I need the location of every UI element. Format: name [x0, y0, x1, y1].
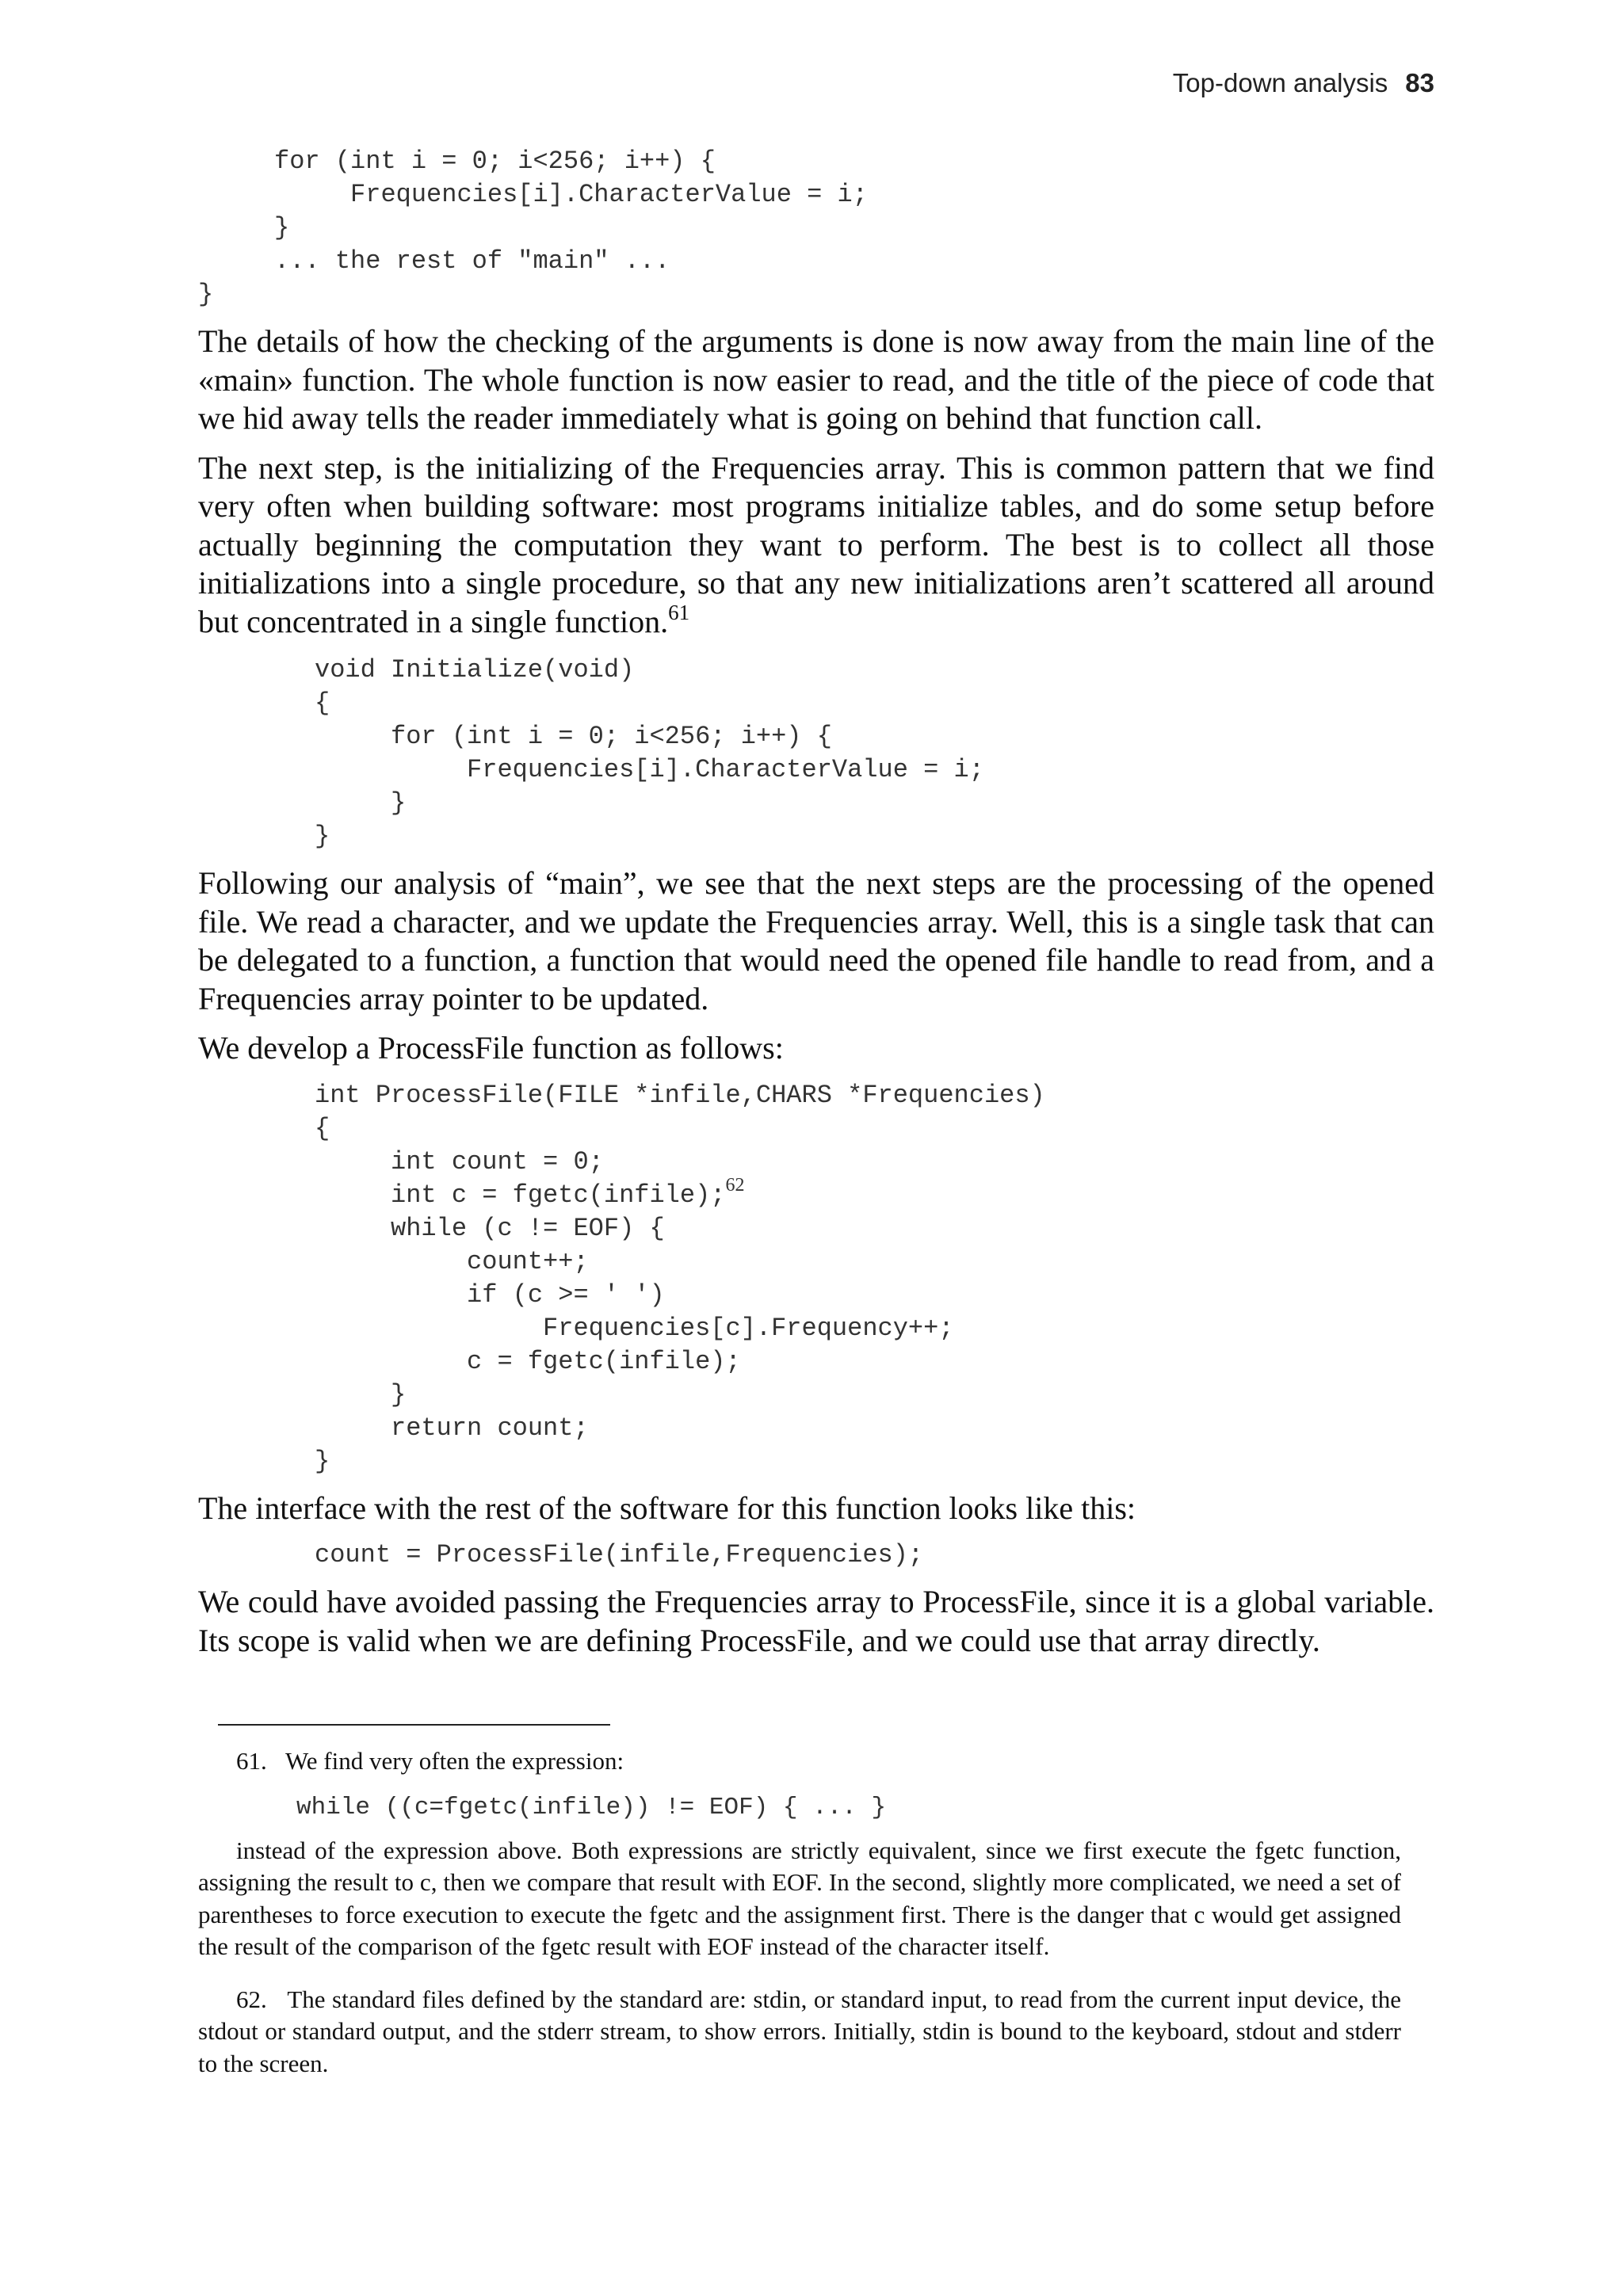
code-line: }: [315, 788, 407, 818]
code-line: }: [315, 1379, 407, 1409]
code-line: c = fgetc(infile);: [315, 1346, 741, 1376]
paragraph: Following our analysis of “main”, we see that the next steps are the processing of the opened file. We read a character, and we update the Frequencies array. Well, this is a single task that can be delegated to a function, a function that would need the opened file handle to read from, and a Frequencies array pointer to be updated.: [198, 865, 1434, 1016]
code-line-with-footnote: [315, 1174, 1434, 1212]
footnote-number: 62.: [236, 1985, 267, 2013]
code-line: {: [315, 1113, 330, 1143]
code-line: if (c >= ' '): [315, 1280, 665, 1310]
code-block-interface: [198, 1539, 1434, 1572]
code-line: int count = 0;: [315, 1146, 604, 1177]
main-text: [198, 145, 1434, 1660]
running-header: [1173, 68, 1434, 98]
paragraph-with-footnote: [198, 449, 1434, 642]
code-line: Frequencies[i].CharacterValue = i;: [198, 180, 868, 209]
footnote-62: [198, 1984, 1401, 2081]
footnote-number: 61.: [236, 1747, 267, 1775]
code-line: }: [198, 280, 214, 309]
footnote-62-body: [198, 1984, 1401, 2081]
code-line: {: [315, 688, 330, 718]
paragraph-text: The next step, is the initializing of the Frequencies array. This is common pattern that we find very often when building software: most programs initialize tables, and do some setup before actually beginning the computation they want to perform. The best is to collect all those initializations into a single procedure, so that any new initializations aren’t scattered all around but concentrated in a single function.: [198, 449, 1434, 639]
code-line: int ProcessFile(FILE *infile,CHARS *Frequencies): [315, 1080, 1045, 1110]
code-line: Frequencies[i].CharacterValue = i;: [315, 755, 984, 784]
footnote-ref-61[interactable]: 61: [668, 600, 690, 624]
paragraph: The details of how the checking of the arguments is done is now away from the main line of the «main» function. The whole function is now easier to read, and the title of the piece of code that we hid away tells the reader immediately what is going on behind that function call.: [198, 323, 1434, 436]
code-line: Frequencies[c].Frequency++;: [315, 1313, 954, 1343]
footnote-separator: [218, 1724, 610, 1726]
footnote-text: The standard files defined by the standard are: stdin, or standard input, to read from the current input device, the stdout or standard output, and the stderr stream, to show errors. Initially, stdin is bound to the keyboard, stdout and stderr to the screen.: [198, 1985, 1401, 2077]
code-line: }: [198, 213, 290, 242]
footnote-ref-62[interactable]: 62: [725, 1174, 745, 1196]
page-number: 83: [1405, 68, 1434, 97]
footnote-61-intro: [198, 1745, 1401, 1778]
code-line: void Initialize(void): [315, 655, 635, 685]
footnote-61-code: while ((c=fgetc(infile)) != EOF) { ... }: [296, 1793, 887, 1821]
code-line: while (c != EOF) {: [315, 1213, 665, 1243]
code-line: return count;: [315, 1413, 589, 1443]
footnote-text: We find very often the expression:: [285, 1747, 624, 1775]
code-line-text: int c = fgetc(infile);: [315, 1180, 726, 1210]
code-line: ... the rest of "main" ...: [198, 246, 670, 276]
code-line: for (int i = 0; i<256; i++) {: [198, 147, 716, 176]
paragraph: We could have avoided passing the Frequencies array to ProcessFile, since it is a global variable. Its scope is valid when we are defining ProcessFile, and we could use that array directly.: [198, 1584, 1434, 1658]
code-line: }: [315, 822, 330, 851]
code-line: count++;: [315, 1246, 589, 1276]
code-block-main-end: [198, 145, 1434, 311]
paragraph: The interface with the rest of the software for this function looks like this:: [198, 1489, 1136, 1526]
code-line: }: [315, 1446, 330, 1476]
code-block-processfile: [198, 1079, 1434, 1478]
code-line: count = ProcessFile(infile,Frequencies);: [315, 1540, 924, 1569]
footnote-61: [198, 1745, 1401, 1963]
footnote-61-body: instead of the expression above. Both expressions are strictly equivalent, since we first execute the fgetc function, assigning the result to c, then we compare that result with EOF. In the second, slightly more complicated, we need a set of parentheses to force execution to execute the fgetc and the assignment first. There is the danger that c would get assigned the result of the comparison of the fgetc result with EOF instead of the character itself.: [198, 1836, 1401, 1960]
code-block-initialize: [198, 654, 1434, 853]
paragraph: We develop a ProcessFile function as follows:: [198, 1030, 784, 1066]
running-header-title: Top-down analysis: [1172, 68, 1388, 97]
code-line: for (int i = 0; i<256; i++) {: [315, 722, 832, 751]
footnotes: [198, 1745, 1401, 2080]
